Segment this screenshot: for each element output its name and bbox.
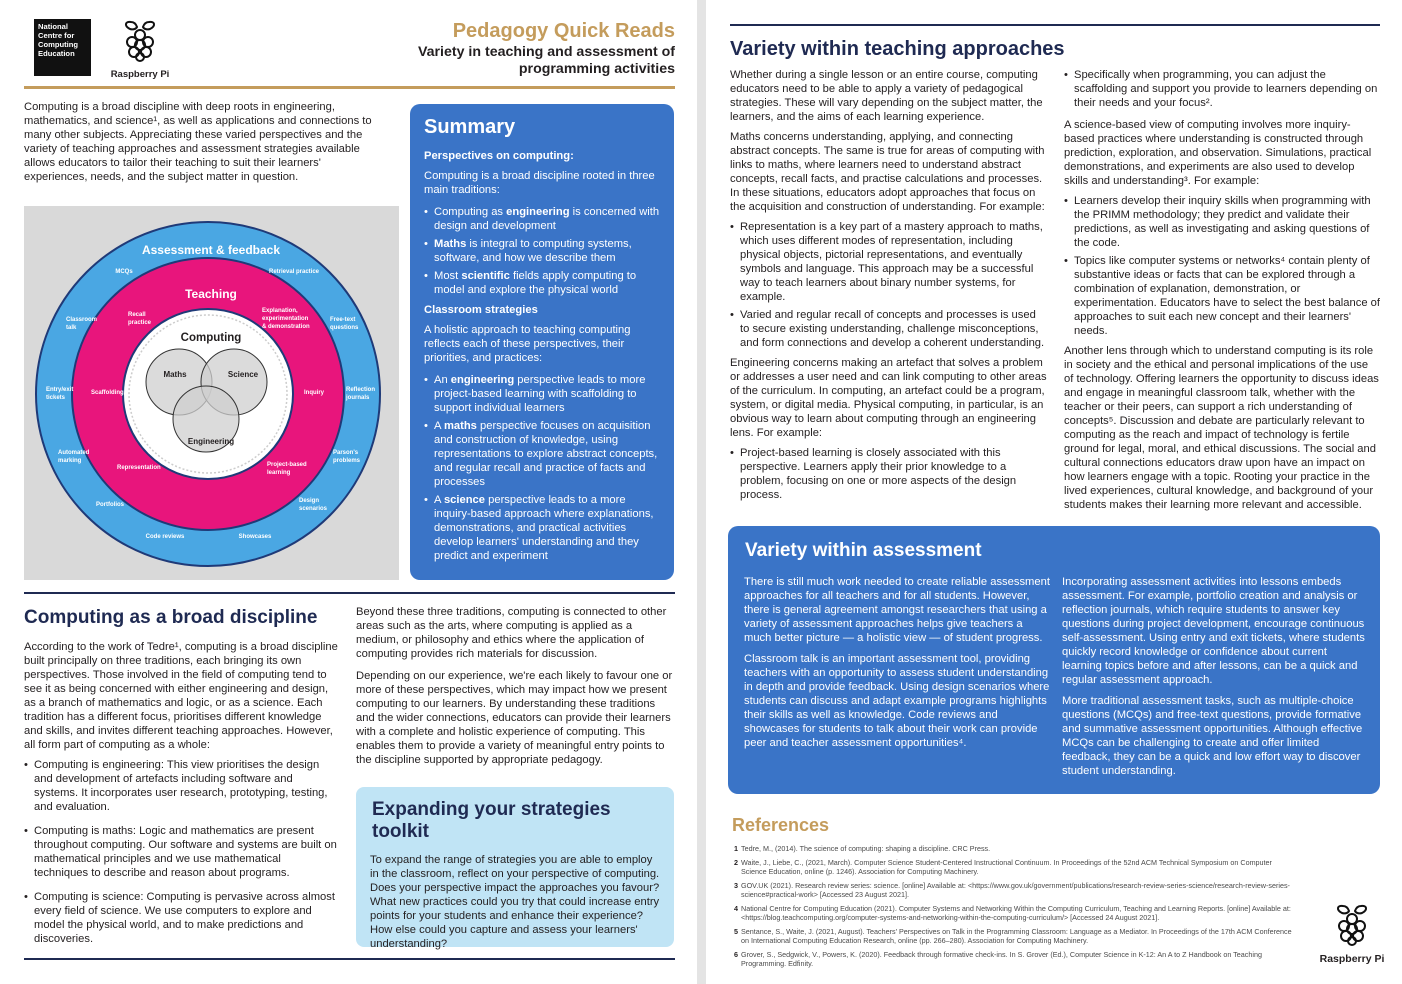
teaching-bullet-recall: • Varied and regular recall of concepts and processes is used to secure existing understanding, challenge misconceptions, and form connections and develop a coherent understanding. xyxy=(730,308,1048,350)
assessment-box xyxy=(728,526,1380,794)
broad-para-2: Beyond these three traditions, computing is connected to other areas such as the arts, where computing is applied as a medium, or philosophy and ethics where the application of computing provides rich materials for discussion. xyxy=(356,606,667,660)
assess-classroom-talk: Classroom talk xyxy=(66,317,98,331)
summary-heading-perspectives: Perspectives on computing: xyxy=(424,150,574,162)
summary-list-perspectives xyxy=(424,205,660,297)
computing-diagram xyxy=(24,206,399,580)
toolkit-text: To expand the range of strategies you are able to employ in the classroom, reflect on your perspective of computing. Does your perspective impact the approaches you favour? What new practices could you try that could increase entry points for your students and enhance their experience? How else could you capture and assess your learners' understanding? xyxy=(370,854,660,950)
assess-free-text: Free-text questions xyxy=(330,317,359,331)
broad-bullet-maths: • Computing is maths: Logic and mathematics are present throughout computing. Our software and systems are built on mathematical principles and we use mathematical techniques to describe and reason about programs. xyxy=(24,824,338,880)
reference-item: 2 Waite, J., Liebe, C., (2021, March). Computer Science Student-Centered Instructional Continuum. In Proceedings of the 52nd ACM Technical Symposium on Computer Science Education, online (p. 1246). Association for Computing Machinery. xyxy=(734,857,1272,877)
reference-item: 1 Tedre, M., (2014). The science of computing: shaping a discipline. CRC Press. xyxy=(734,844,991,853)
summary-list-strategies xyxy=(424,373,660,563)
reference-item: 4 National Centre for Computing Education (2021). Computer Systems and Networking Within the Computing Curriculum, Teaching and Learning Reports. [online] Available at: <https://blog.teachcomputing.org/computer-systems-and-networking-within-the-computing-curriculum/> [Accessed 24 August 2021]. xyxy=(734,903,1291,923)
assessment-para-2: Classroom talk is an important assessment tool, providing teachers with an opportunity to assess student understanding in depth and provide feedback. Using design scenarios where students can discuss and adapt example programs highlights their skills as well as knowledge. Code reviews and showcases for students to talk about their work can provide peer and teacher assessment opportunities⁴. xyxy=(744,653,1050,749)
teaching-bullet-networks: • Topics like computer systems or networks⁴ contain plenty of substantive ideas or facts that can be explored through a combination of explanation, demonstration, or experimentation. Educators have to select the best balance of approaches to suit each new concept and their learners' needs. xyxy=(1064,254,1380,338)
assessment-para-4: More traditional assessment tasks, such as multiple-choice questions (MCQs) and free-text questions, provide formative and summative assessment opportunities. Although effective MCQs can be challenging to create and offer limited feedback, they can be a quick and low effort way to discover student understanding. xyxy=(1062,695,1363,777)
raspberry-icon xyxy=(120,18,160,62)
assessment-col2 xyxy=(1062,575,1366,784)
teaching-para-1: Whether during a single lesson or an entire course, computing educators need to be able to apply a variety of pedagogical strategies. These will vary depending on the subject matter, the learners, and the aims of each learning experience. xyxy=(730,69,1043,123)
raspberry-pi-footer-text: Raspberry Pi xyxy=(1319,953,1385,965)
raspberry-pi-logo xyxy=(108,18,172,80)
teaching-para-5: Another lens through which to understand computing is its role in society and the ethical and personal implications of the use of technology. Offering learners the opportunity to discuss ideas and engage in meaningful classroom talk, whether with the teacher or their peers, can support a rich understanding of concepts⁵. Discussion and debate are particularly relevant to computing as the reach and impact of technology is fertile ground for legal, moral, and ethical discussions. The social and cultural connections educators draw upon have an impact on how learners engage with a topic. Rooting your practice in the lived experiences, cultural knowledge, and background of your students makes their learning more relevant and accessible. xyxy=(1064,345,1379,511)
section-rule-top xyxy=(24,592,675,594)
assess-reflection: Reflection journals xyxy=(346,387,376,401)
assessment-para-3: Incorporating assessment activities into lessons embeds assessment. For example, portfolio creation and analysis or reflection journals, which require students to answer key questions during project development, encourage continuous self-assessment. Using entry and exit tickets, where students quickly record knowledge or confidence about current learning topics before and after lessons, can be a quick and regular assessment approach. xyxy=(1062,576,1365,686)
assess-design-scenarios: Design scenarios xyxy=(299,498,328,512)
assess-parsons: Parson's problems xyxy=(333,450,361,464)
summary-perspective-item: • Computing as engineering is concerned with design and development xyxy=(424,205,660,233)
summary-strategy-item: • A science perspective leads to a more inquiry-based approach where explanations, demonstrations, and practical activities develop learners' understanding and they predict and experiment xyxy=(424,493,660,563)
assessment-title: Variety within assessment xyxy=(745,540,982,561)
teaching-bullet-project: • Project-based learning is closely associated with this perspective. Learners apply their prior knowledge to a problem, focusing on one or more aspects of the design process. xyxy=(730,446,1048,502)
assess-showcases: Showcases xyxy=(238,534,272,540)
broad-discipline-title: Computing as a broad discipline xyxy=(24,607,318,628)
summary-para-1: Computing is a broad discipline rooted in three main traditions: xyxy=(424,170,655,196)
assessment-label: Assessment & feedback xyxy=(141,243,281,257)
broad-bullet-science: • Computing is science: Computing is pervasive across almost every field of science. We use computers to explore and model the physical world, and to make predictions and discoveries. xyxy=(24,890,338,946)
references-list xyxy=(734,844,1294,973)
computing-label: Computing xyxy=(180,332,242,344)
raspberry-pi-logo-footer xyxy=(1312,902,1392,965)
intro-paragraph: Computing is a broad discipline with deep roots in engineering, mathematics, and science¹, as well as applications and connections to many other subjects. Appreciating these varied perspectives and the variety of teaching approaches and assessment strategies available allows educators to tailor their teaching to suit their learners' experiences, needs, and the subject matter in question. xyxy=(24,101,372,183)
assess-automated: Automated marking xyxy=(58,450,90,464)
teaching-bullet-scaffolding: • Specifically when programming, you can adjust the scaffolding and support you provide to learners depending on their needs and your focus². xyxy=(1064,68,1380,110)
raspberry-icon xyxy=(1332,902,1372,946)
references-title: References xyxy=(732,815,830,835)
assess-retrieval: Retrieval practice xyxy=(268,269,320,275)
series-title: Pedagogy Quick Reads xyxy=(452,20,675,42)
broad-discipline-col1 xyxy=(24,640,338,950)
assess-mcqs: MCQs xyxy=(115,269,133,275)
teach-recall: Recall practice xyxy=(128,312,152,326)
section-rule-bottom xyxy=(24,958,675,960)
broad-para-3: Depending on our experience, we're each likely to favour one or more of these perspectives, which may impact how we present computing to our learners. By understanding these traditions and the wider connections, educators can provide their learners with a complete and holistic experience of computing. This enables them to provide a variety of meaningful entry points to the discipline supported by appropriate pedagogy. xyxy=(356,670,673,766)
toolkit-title: Expanding your strategies toolkit xyxy=(372,799,611,842)
summary-para-2: A holistic approach to teaching computing reflects each of these perspectives, their priorities, and practices: xyxy=(424,324,631,364)
venn-science-label: Science xyxy=(227,370,259,379)
teaching-approaches-title: Variety within teaching approaches xyxy=(730,38,1065,60)
teaching-para-3: Engineering concerns making an artefact that solves a problem or addresses a user need and can link computing to other areas of the curriculum. In computing, an artefact could be a program, system, or digital media. Physical computing, in particular, is an obvious way to learn about computing through an engineering lens. For example: xyxy=(730,357,1047,439)
teach-scaffolding: Scaffolding xyxy=(91,390,124,396)
teaching-bullet-representation: • Representation is a key part of a mastery approach to maths, which uses different modes of representation, including physical objects, pictorial representations, and eventually symbols and language. This approach may be a successful way to teach learners about binary number systems, for example. xyxy=(730,220,1048,304)
venn-engineering-label: Engineering xyxy=(187,437,235,446)
summary-box xyxy=(410,104,674,580)
ncce-logo: National Centre for Computing Education xyxy=(34,19,91,76)
teach-project-based: Project-based learning xyxy=(267,462,307,476)
reference-item: 3 GOV.UK (2021). Research review series: science. [online] Available at: <https://www.gov.uk/government/publications/research-review-series-science/research-review-series-science#practical-work> [Accessed 23 August 2021]. xyxy=(734,880,1290,900)
teach-explanation: Explanation, experimentation & demonstration xyxy=(262,308,310,330)
reference-item: 5 Sentance, S., Waite, J. (2021, August). Teachers' Perspectives on Talk in the Programming Classroom: Language as a Mediator. In Proceedings of the 17th ACM Conference on International Computing Education Research, online (pp. 266–280). Association for Computing Machinery. xyxy=(734,927,1292,946)
summary-title: Summary xyxy=(424,116,516,138)
teaching-col2 xyxy=(1064,68,1380,518)
reference-item: 6 Grover, S., Sedgwick, V., Powers, K. (2020). Feedback through formative check-ins. In S. Grover (Ed.), Computer Science in K-12: An A to Z Handbook on Teaching Programming. Edfinity. xyxy=(734,950,1262,969)
assessment-para-1: There is still much work needed to create reliable assessment approaches for all teachers and for all students. However, there is general agreement amongst researchers that using a variety of assessment approaches helps give teachers a much better picture — a holistic view — of student progress. xyxy=(744,576,1050,644)
summary-strategy-item: • A maths perspective focuses on acquisition and construction of knowledge, using representations to explore abstract concepts, and regular recall and practice of facts and processes xyxy=(424,419,660,489)
broad-discipline-col2 xyxy=(356,605,676,773)
summary-heading-strategies: Classroom strategies xyxy=(424,304,538,316)
assessment-col1 xyxy=(744,575,1050,756)
summary-perspective-item: • Most scientific fields apply computing to model and explore the physical world xyxy=(424,269,660,297)
teaching-col1 xyxy=(730,68,1048,506)
teach-inquiry: Inquiry xyxy=(304,390,325,396)
broad-para-1: According to the work of Tedre¹, computing is a broad discipline built principally on three traditions, each bringing its own perspectives. Those involved in the field of computing tend to see it as being concerned with either engineering and design, as a branch of mathematics and logic, or as a science. Each tradition has a different focus, prioritises different knowledge and skills, and invites different teaching approaches. However, all form part of computing as a whole: xyxy=(24,641,338,751)
assess-portfolios: Portfolios xyxy=(96,502,124,508)
teach-representation: Representation xyxy=(117,465,161,471)
document-subtitle: Variety in teaching and assessment of programming activities xyxy=(417,44,675,77)
toolkit-box xyxy=(356,787,674,950)
header-rule xyxy=(24,86,675,89)
right-top-rule xyxy=(730,24,1380,26)
broad-bullet-engineering: • Computing is engineering: This view prioritises the design and development of artefacts including software and systems. It incorporates user research, prototyping, testing, and evaluation. xyxy=(24,758,338,814)
right-page xyxy=(706,0,1402,984)
venn-maths-label: Maths xyxy=(163,370,187,379)
teaching-para-2: Maths concerns understanding, applying, and connecting abstract concepts. The same is true for areas of computing with links to maths, where learners need to understand abstract concepts, recall facts, and practise calculations and processes. In these situations, educators adopt approaches that focus on the acquisition and construction of understanding. For example: xyxy=(730,131,1045,213)
left-page xyxy=(0,0,697,984)
teaching-bullet-primm: • Learners develop their inquiry skills when programming with the PRIMM methodology; they predict and validate their predictions, as well as investigating and asking questions of the code. xyxy=(1064,194,1380,250)
summary-strategy-item: • An engineering perspective leads to more project-based learning with scaffolding to support individual learners xyxy=(424,373,660,415)
assess-entry-exit: Entry/exit tickets xyxy=(46,387,74,401)
teaching-para-4: A science-based view of computing involves more inquiry-based practices where understanding is constructed through prediction, exploration, and observation. Simulations, practical demonstrations, and experiments are also used to develop skills and understanding³. For example: xyxy=(1064,119,1372,187)
assess-code-reviews: Code reviews xyxy=(145,534,185,540)
summary-perspective-item: • Maths is integral to computing systems, software, and how we describe them xyxy=(424,237,660,265)
teaching-label: Teaching xyxy=(185,287,237,301)
raspberry-pi-logo-text: Raspberry Pi xyxy=(110,69,170,80)
